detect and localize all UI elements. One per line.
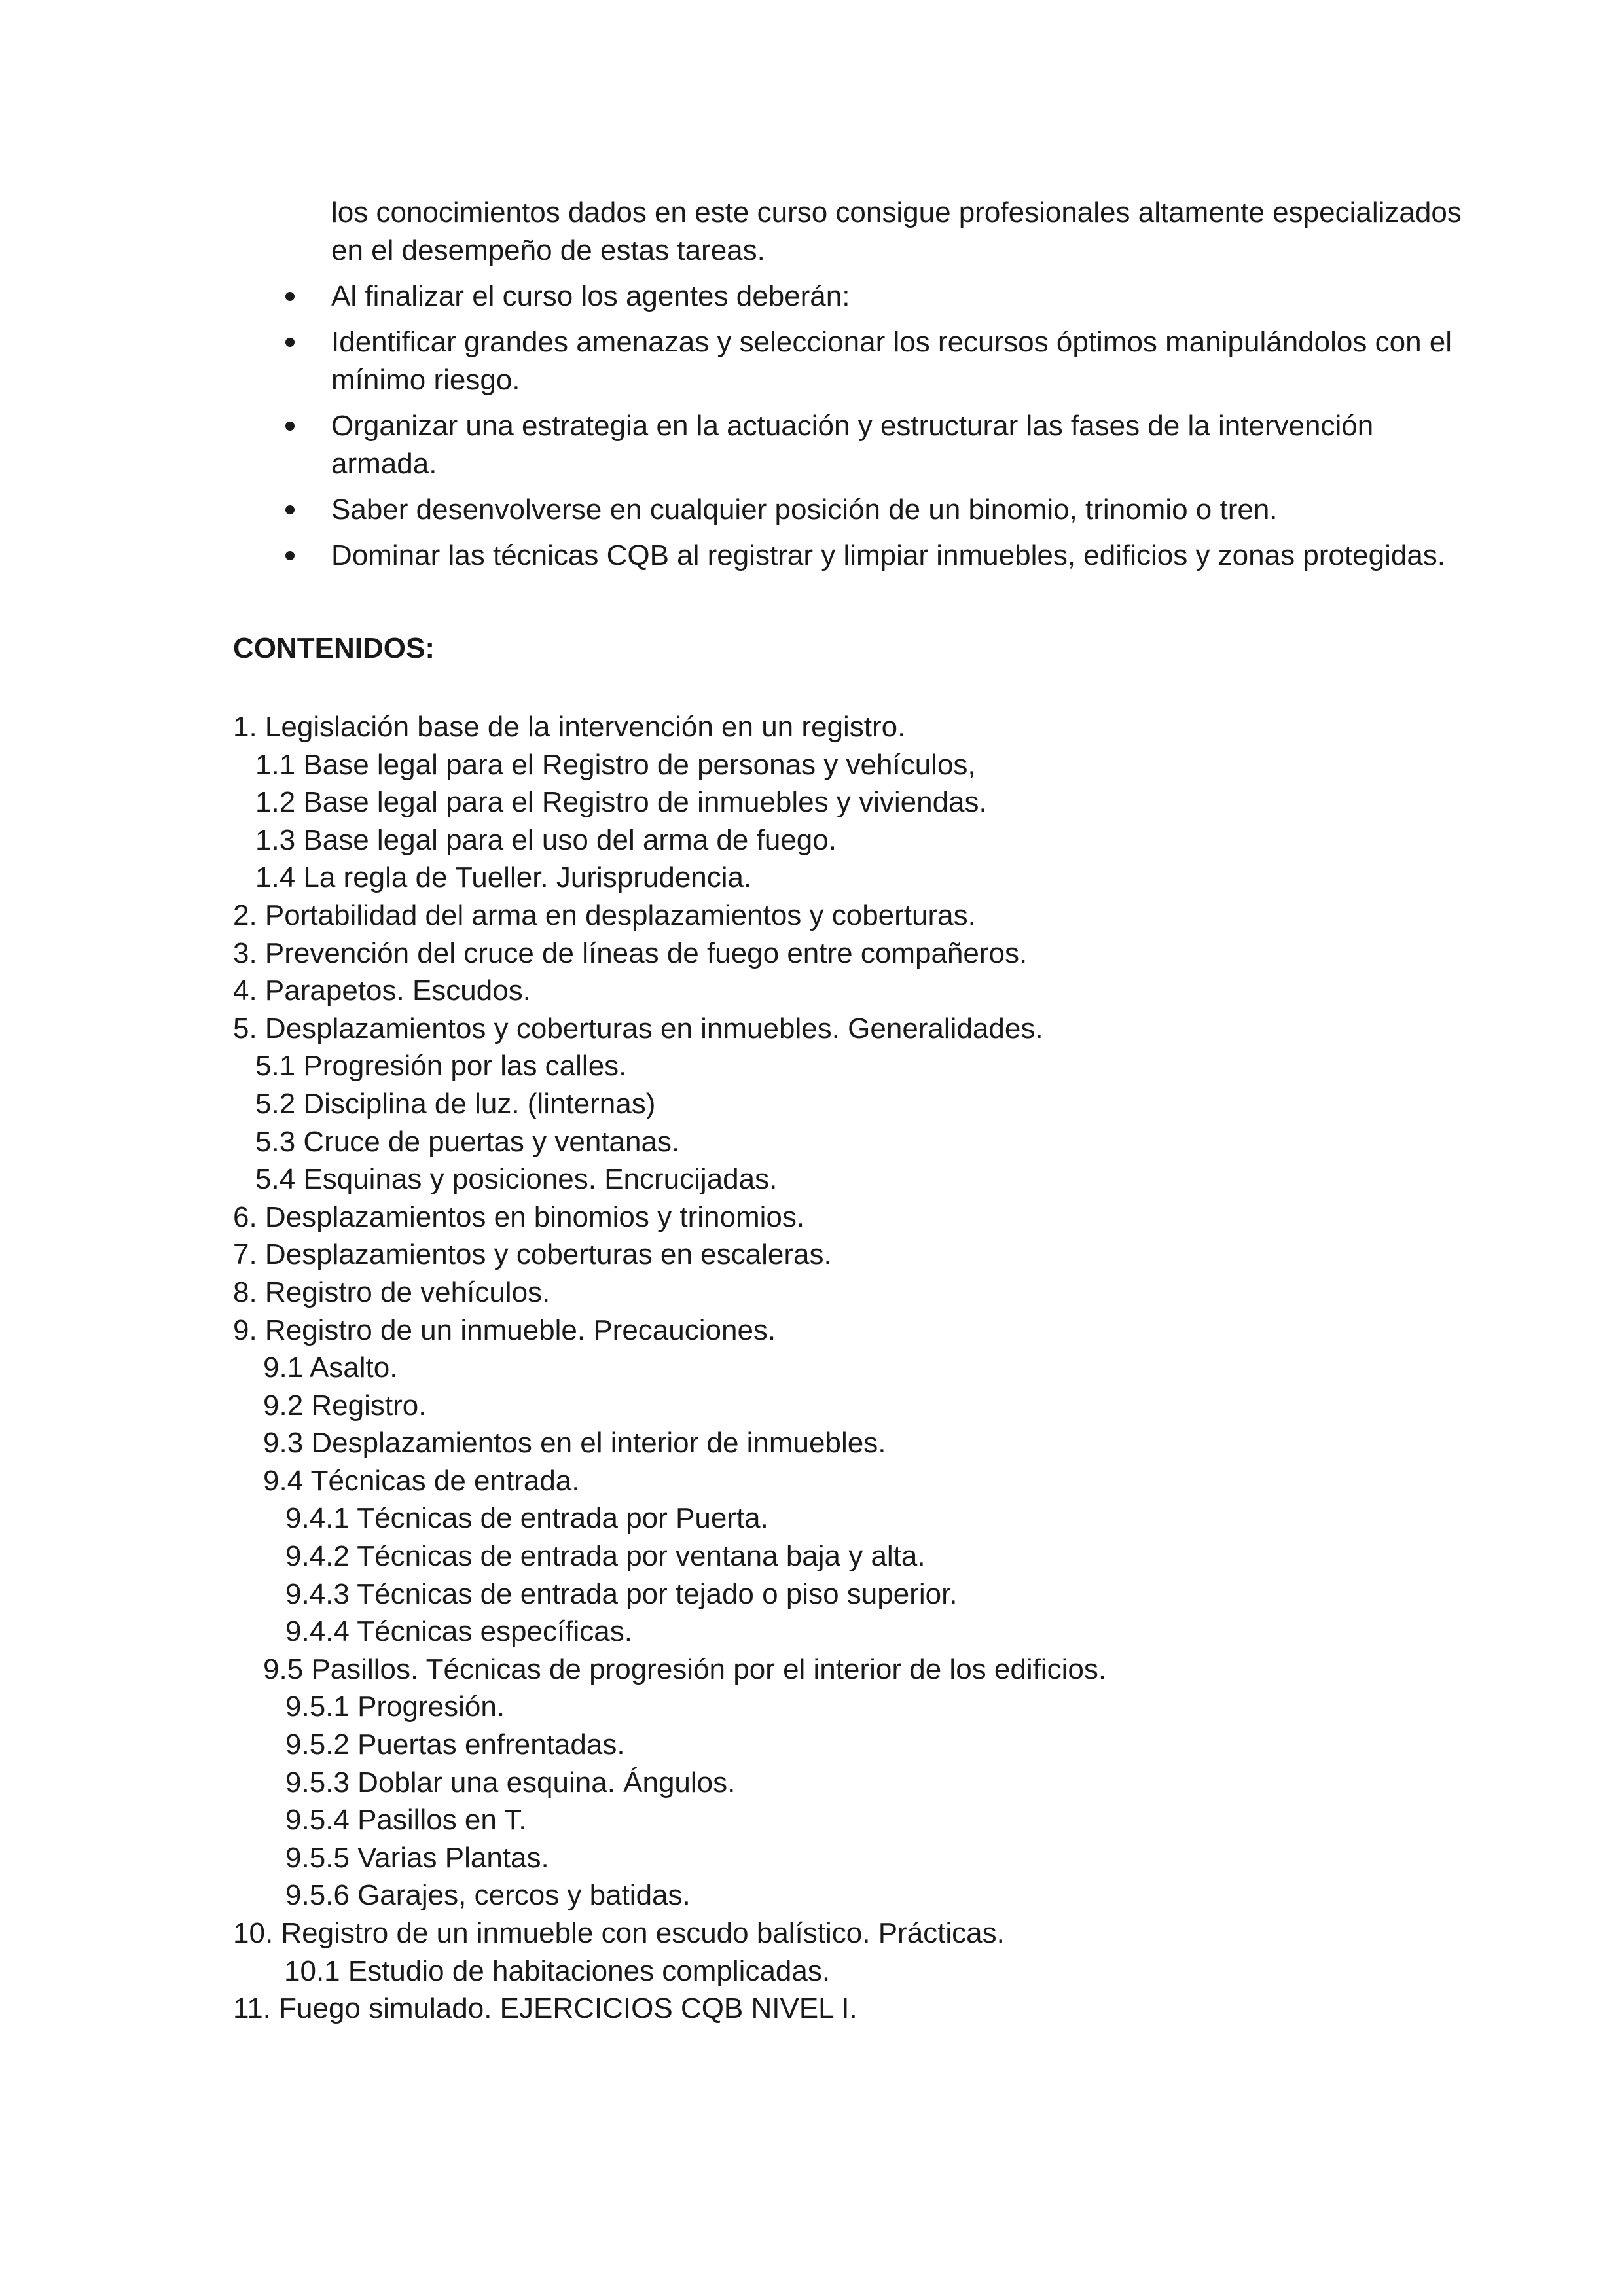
- objective-text: Dominar las técnicas CQB al registrar y limpiar inmuebles, edificios y zonas protegidas.: [331, 539, 1446, 571]
- contents-item: 3. Prevención del cruce de líneas de fuego entre compañeros.: [233, 937, 1028, 969]
- contents-subsubitem: 9.4.4 Técnicas específicas.: [285, 1615, 632, 1648]
- contents-item: 9. Registro de un inmueble. Precauciones.: [233, 1314, 776, 1346]
- intro-continuation-text: los conocimientos dados en este curso consigue profesionales altamente especializados en el desempeño de estas tareas.: [331, 196, 1462, 266]
- contents-subsubitem: 9.4.1 Técnicas de entrada por Puerta.: [285, 1502, 768, 1535]
- contents-list: [233, 708, 1477, 2028]
- objective-item: [233, 278, 1464, 315]
- objective-text: Saber desenvolverse en cualquier posición de un binomio, trinomio o tren.: [331, 493, 1278, 526]
- contents-subitem: 9.1 Asalto.: [263, 1352, 398, 1384]
- contents-subitem: 1.1 Base legal para el Registro de personas y vehículos,: [255, 748, 976, 781]
- bullet-icon: [285, 505, 295, 514]
- contents-subitem: 9.2 Registro.: [263, 1389, 427, 1422]
- contents-subitem: 1.3 Base legal para el uso del arma de fuego.: [255, 823, 837, 856]
- contents-subitem: 5.2 Disciplina de luz. (linternas): [255, 1087, 656, 1120]
- contents-subsubitem: 9.4.2 Técnicas de entrada por ventana baja y alta.: [285, 1540, 926, 1573]
- bullet-icon: [285, 422, 295, 431]
- contents-subitem: 9.4 Técnicas de entrada.: [263, 1464, 580, 1497]
- objective-item: [233, 407, 1464, 483]
- objective-item: [233, 537, 1464, 575]
- bullet-icon: [285, 292, 295, 301]
- bullet-icon: [285, 551, 295, 560]
- contents-subitem: 1.2 Base legal para el Registro de inmuebles y viviendas.: [255, 786, 987, 819]
- contents-subitem: 9.3 Desplazamientos en el interior de inmuebles.: [263, 1427, 886, 1460]
- contents-subitem: 5.3 Cruce de puertas y ventanas.: [255, 1125, 680, 1158]
- objectives-list: [233, 278, 1464, 575]
- contents-item: 8. Registro de vehículos.: [233, 1276, 550, 1308]
- contents-subitem: 9.5 Pasillos. Técnicas de progresión por el interior de los edificios.: [263, 1653, 1107, 1685]
- objective-text: Organizar una estrategia en la actuación y estructurar las fases de la intervención armada.: [331, 410, 1374, 480]
- contents-subsubitem: 9.5.2 Puertas enfrentadas.: [285, 1729, 625, 1761]
- bullet-icon: [285, 338, 295, 347]
- contents-subsubitem: 9.5.6 Garajes, cercos y batidas.: [285, 1879, 691, 1912]
- contents-item: 5. Desplazamientos y coberturas en inmuebles. Generalidades.: [233, 1012, 1043, 1045]
- contents-subsubitem: 9.5.5 Varias Plantas.: [285, 1841, 549, 1874]
- objective-item: [233, 491, 1464, 529]
- contents-item: 4. Parapetos. Escudos.: [233, 975, 531, 1007]
- contents-item: 11. Fuego simulado. EJERCICIOS CQB NIVEL I.: [233, 1992, 857, 2025]
- objective-text: Identificar grandes amenazas y seleccionar los recursos óptimos manipulándolos con el mínimo riesgo.: [331, 326, 1453, 396]
- intro-section: [233, 194, 1464, 583]
- contents-subsubitem: 9.5.4 Pasillos en T.: [285, 1804, 527, 1837]
- contents-item: 10. Registro de un inmueble con escudo balístico. Prácticas.: [233, 1917, 1005, 1949]
- contents-subsubitem: 9.5.3 Doblar una esquina. Ángulos.: [285, 1766, 736, 1799]
- contents-subsubitem: 9.5.1 Progresión.: [285, 1691, 505, 1723]
- contents-item: 7. Desplazamientos y coberturas en escaleras.: [233, 1238, 832, 1271]
- objective-item: [233, 323, 1464, 399]
- contents-item: 6. Desplazamientos en binomios y trinomios.: [233, 1200, 805, 1233]
- contents-subitem: 10.1 Estudio de habitaciones complicadas.: [284, 1954, 831, 1987]
- contents-item: 1. Legislación base de la intervención en un registro.: [233, 711, 906, 743]
- contents-subitem: 5.4 Esquinas y posiciones. Encrucijadas.: [255, 1163, 778, 1196]
- contents-subitem: 5.1 Progresión por las calles.: [255, 1050, 627, 1083]
- contents-subitem: 1.4 La regla de Tueller. Jurisprudencia.: [255, 861, 752, 894]
- contents-subsubitem: 9.4.3 Técnicas de entrada por tejado o piso superior.: [285, 1577, 958, 1610]
- contents-item: 2. Portabilidad del arma en desplazamientos y coberturas.: [233, 899, 976, 931]
- contents-heading: CONTENIDOS:: [233, 632, 435, 664]
- objective-text: Al finalizar el curso los agentes deberán:: [331, 280, 850, 312]
